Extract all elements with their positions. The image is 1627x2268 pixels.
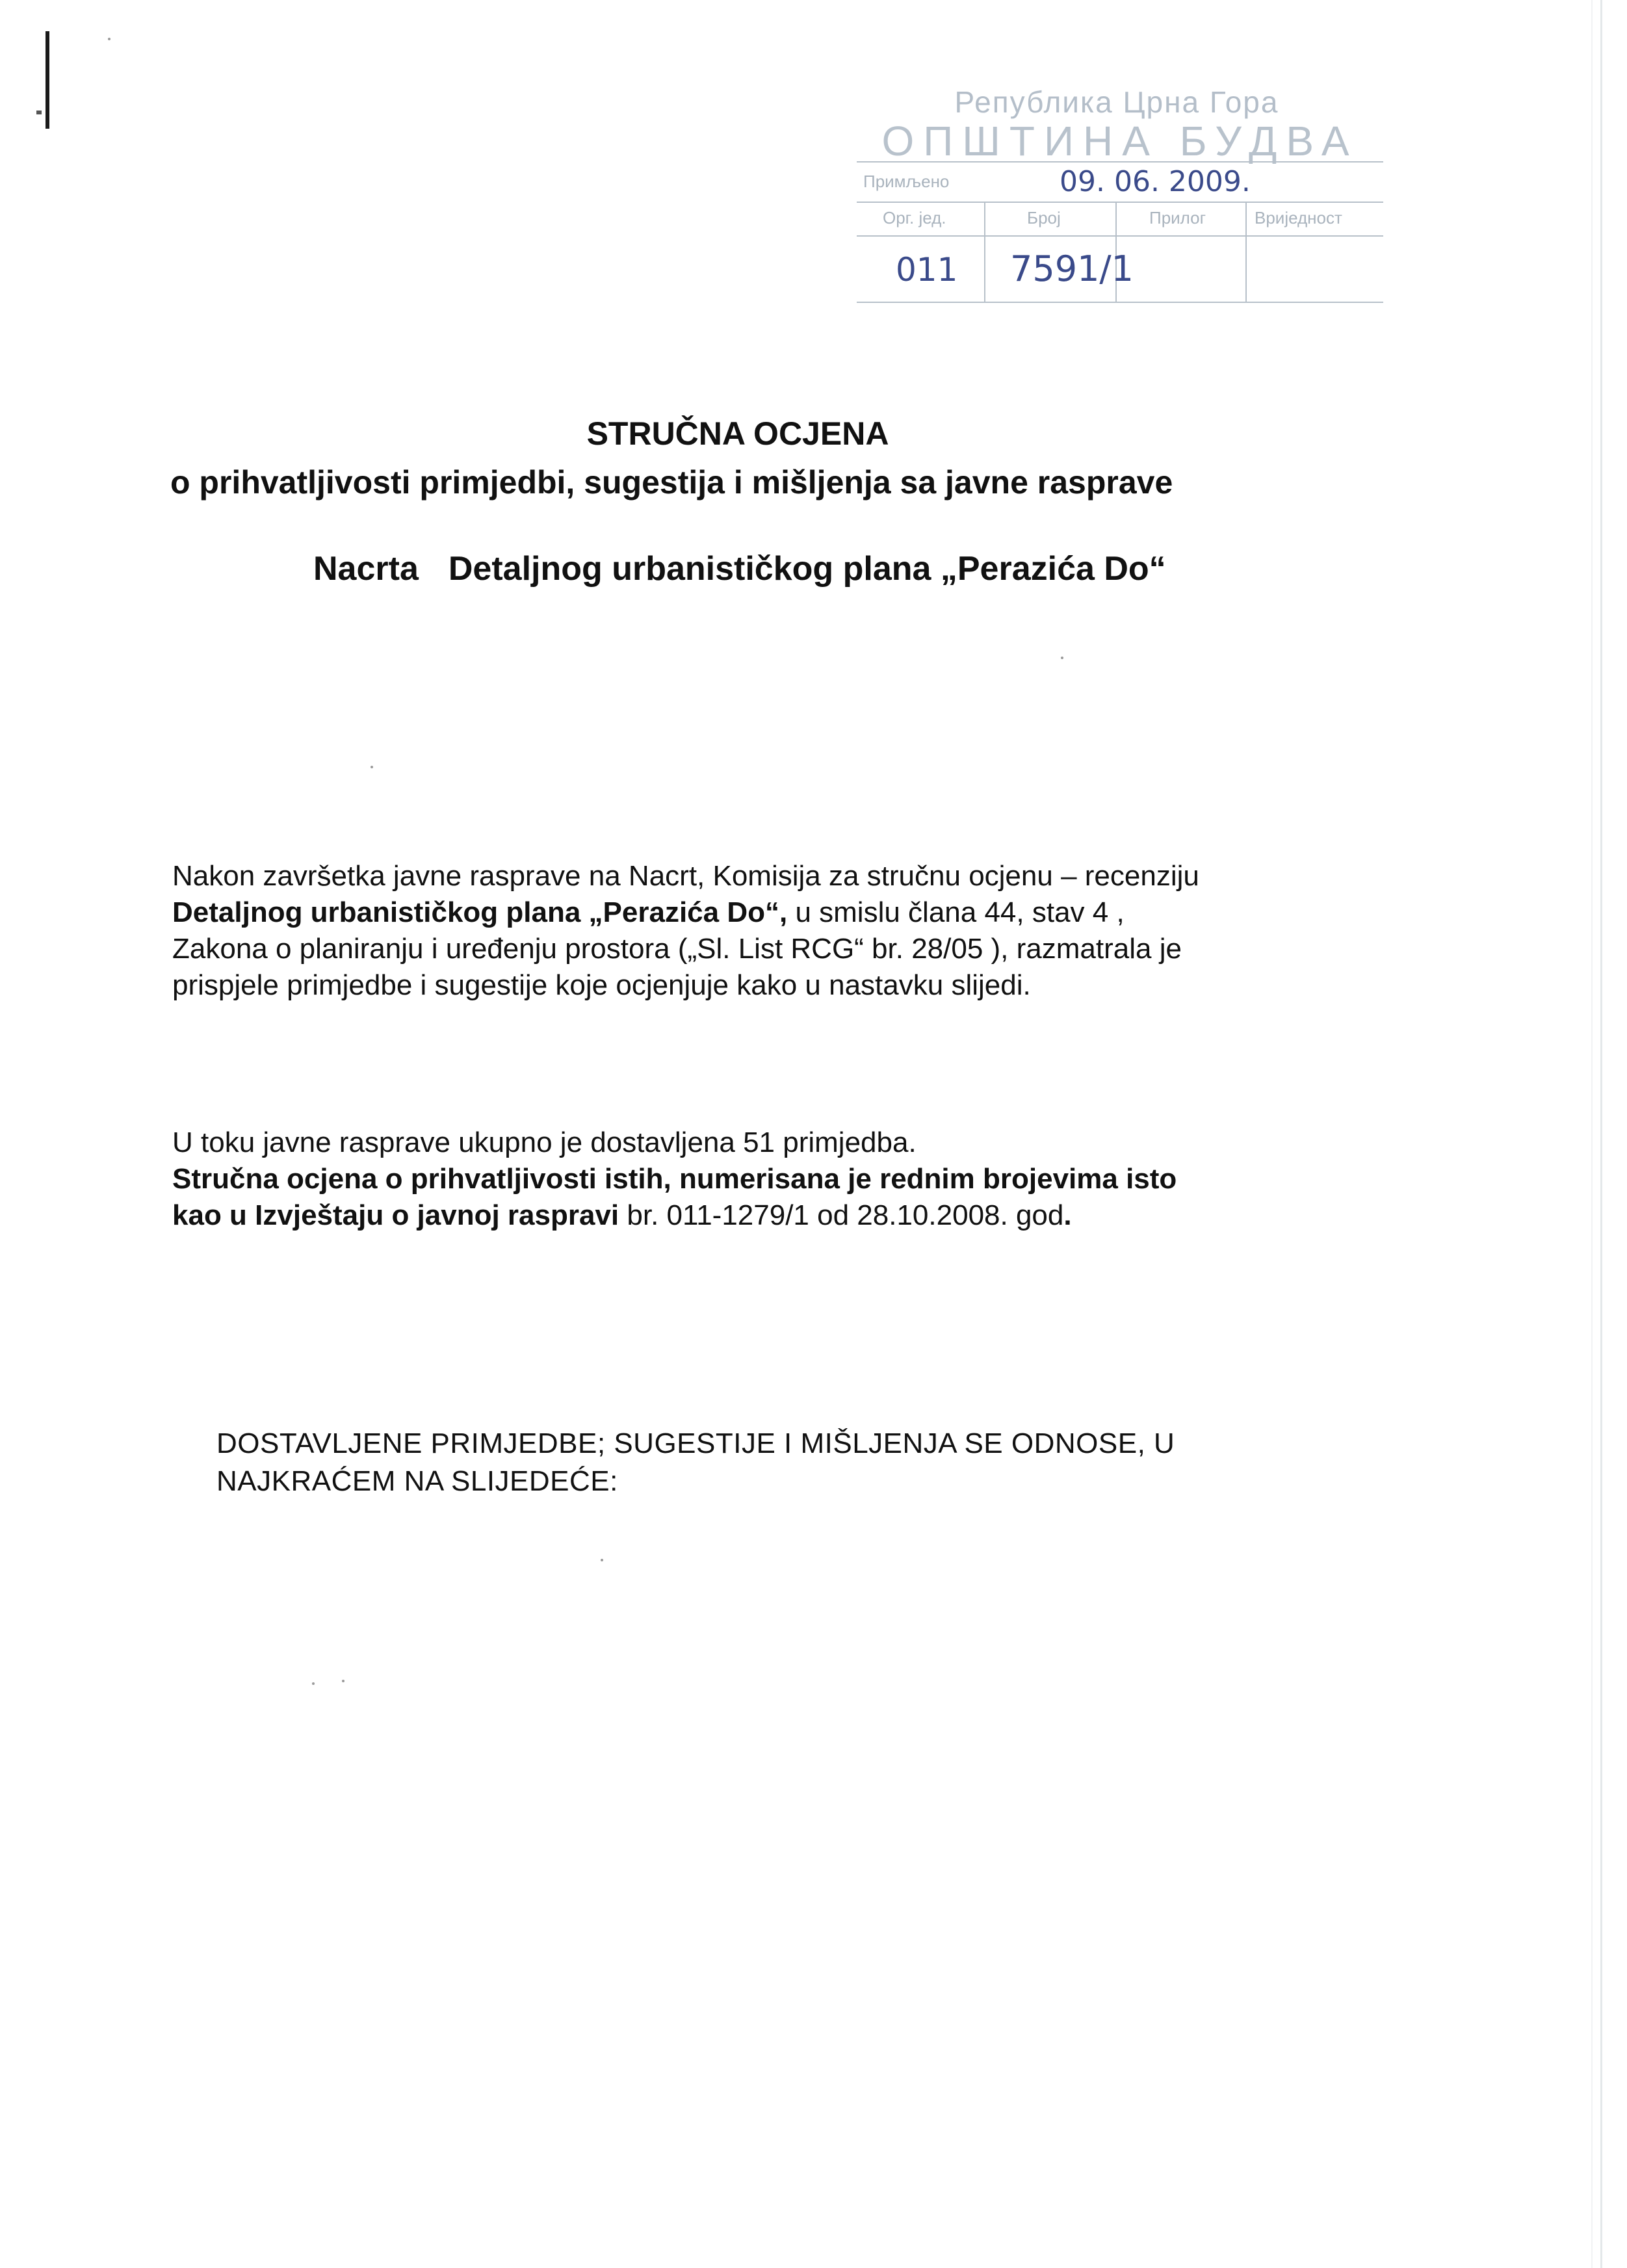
document-title: STRUČNA OCJENA	[586, 415, 889, 452]
section-heading	[216, 1425, 1175, 1500]
stamp-org-unit-label: Орг. јед.	[883, 208, 946, 228]
stamp-number-handwritten: 7591/1	[1010, 248, 1134, 289]
scan-edge-shadow	[1591, 0, 1593, 2268]
summary-report-number: br. 011-1279/1 od 28.10.2008. god	[619, 1199, 1064, 1231]
registry-stamp	[857, 77, 1383, 301]
plan-name-text: Detaljnog urbanističkog plana „Perazića Do“	[448, 550, 1166, 588]
plan-name-prefix: Nacrta	[313, 550, 419, 588]
summary-paragraph	[172, 1125, 1177, 1234]
scan-edge-line	[1600, 0, 1602, 2268]
stamp-attachment-label: Прилог	[1149, 208, 1206, 228]
section-heading-line-2: NAJKRAĆEM NA SLIJEDEĆE:	[216, 1465, 618, 1497]
scan-artifact-dot	[36, 111, 42, 114]
intro-line-2	[172, 894, 1199, 931]
intro-line-1: Nakon završetka javne rasprave na Nacrt, Komisija za stručnu ocjenu – recenziju	[172, 860, 1199, 892]
intro-line-4: prispjele primjedbe i sugestije koje ocjenjuje kako u nastavku slijedi.	[172, 969, 1031, 1001]
document-plan-name	[313, 549, 1166, 588]
document-subtitle: o prihvatljivosti primjedbi, sugestija i mišljenja sa javne rasprave	[170, 464, 1173, 501]
section-heading-line-1: DOSTAVLJENE PRIMJEDBE; SUGESTIJE I MIŠLJENJA SE ODNOSE, U	[216, 1427, 1175, 1459]
intro-paragraph	[172, 858, 1199, 1004]
scan-dust	[108, 38, 111, 40]
intro-line-3: Zakona o planiranju i uređenju prostora („Sl. List RCG“ br. 28/05 ), razmatrala je	[172, 933, 1182, 965]
scan-dust	[601, 1559, 603, 1561]
intro-plan-reference: Detaljnog urbanističkog plana „Perazića Do“,	[172, 896, 788, 928]
stamp-row-received	[857, 161, 1383, 202]
stamp-number-label: Број	[1027, 208, 1061, 228]
stamp-date-handwritten: 09. 06. 2009.	[1060, 165, 1251, 198]
scan-dust	[312, 1682, 315, 1685]
stamp-received-label: Примљено	[863, 172, 950, 191]
stamp-org-unit-handwritten: 011	[896, 251, 958, 289]
summary-line-2: Stručna ocjena o prihvatljivosti istih, numerisana je rednim brojevima isto	[172, 1163, 1177, 1195]
summary-line-3	[172, 1197, 1177, 1234]
scan-dust	[342, 1680, 345, 1682]
stamp-row-labels	[857, 202, 1383, 235]
intro-article-reference: u smislu člana 44, stav 4 ,	[787, 896, 1125, 928]
scan-dust	[1061, 657, 1063, 659]
summary-report-reference: kao u Izvještaju o javnoj raspravi	[172, 1199, 619, 1231]
scan-artifact-line	[46, 31, 49, 129]
stamp-republic-text: Република Црна Гора	[954, 85, 1279, 119]
scan-dust	[371, 766, 373, 768]
stamp-row-values	[857, 235, 1383, 303]
stamp-municipality-text: ОПШТИНА БУДВА	[881, 118, 1359, 164]
summary-end-period: .	[1063, 1199, 1072, 1231]
summary-line-1: U toku javne rasprave ukupno je dostavljena 51 primjedba.	[172, 1127, 917, 1158]
stamp-value-label: Вриједност	[1255, 208, 1342, 228]
